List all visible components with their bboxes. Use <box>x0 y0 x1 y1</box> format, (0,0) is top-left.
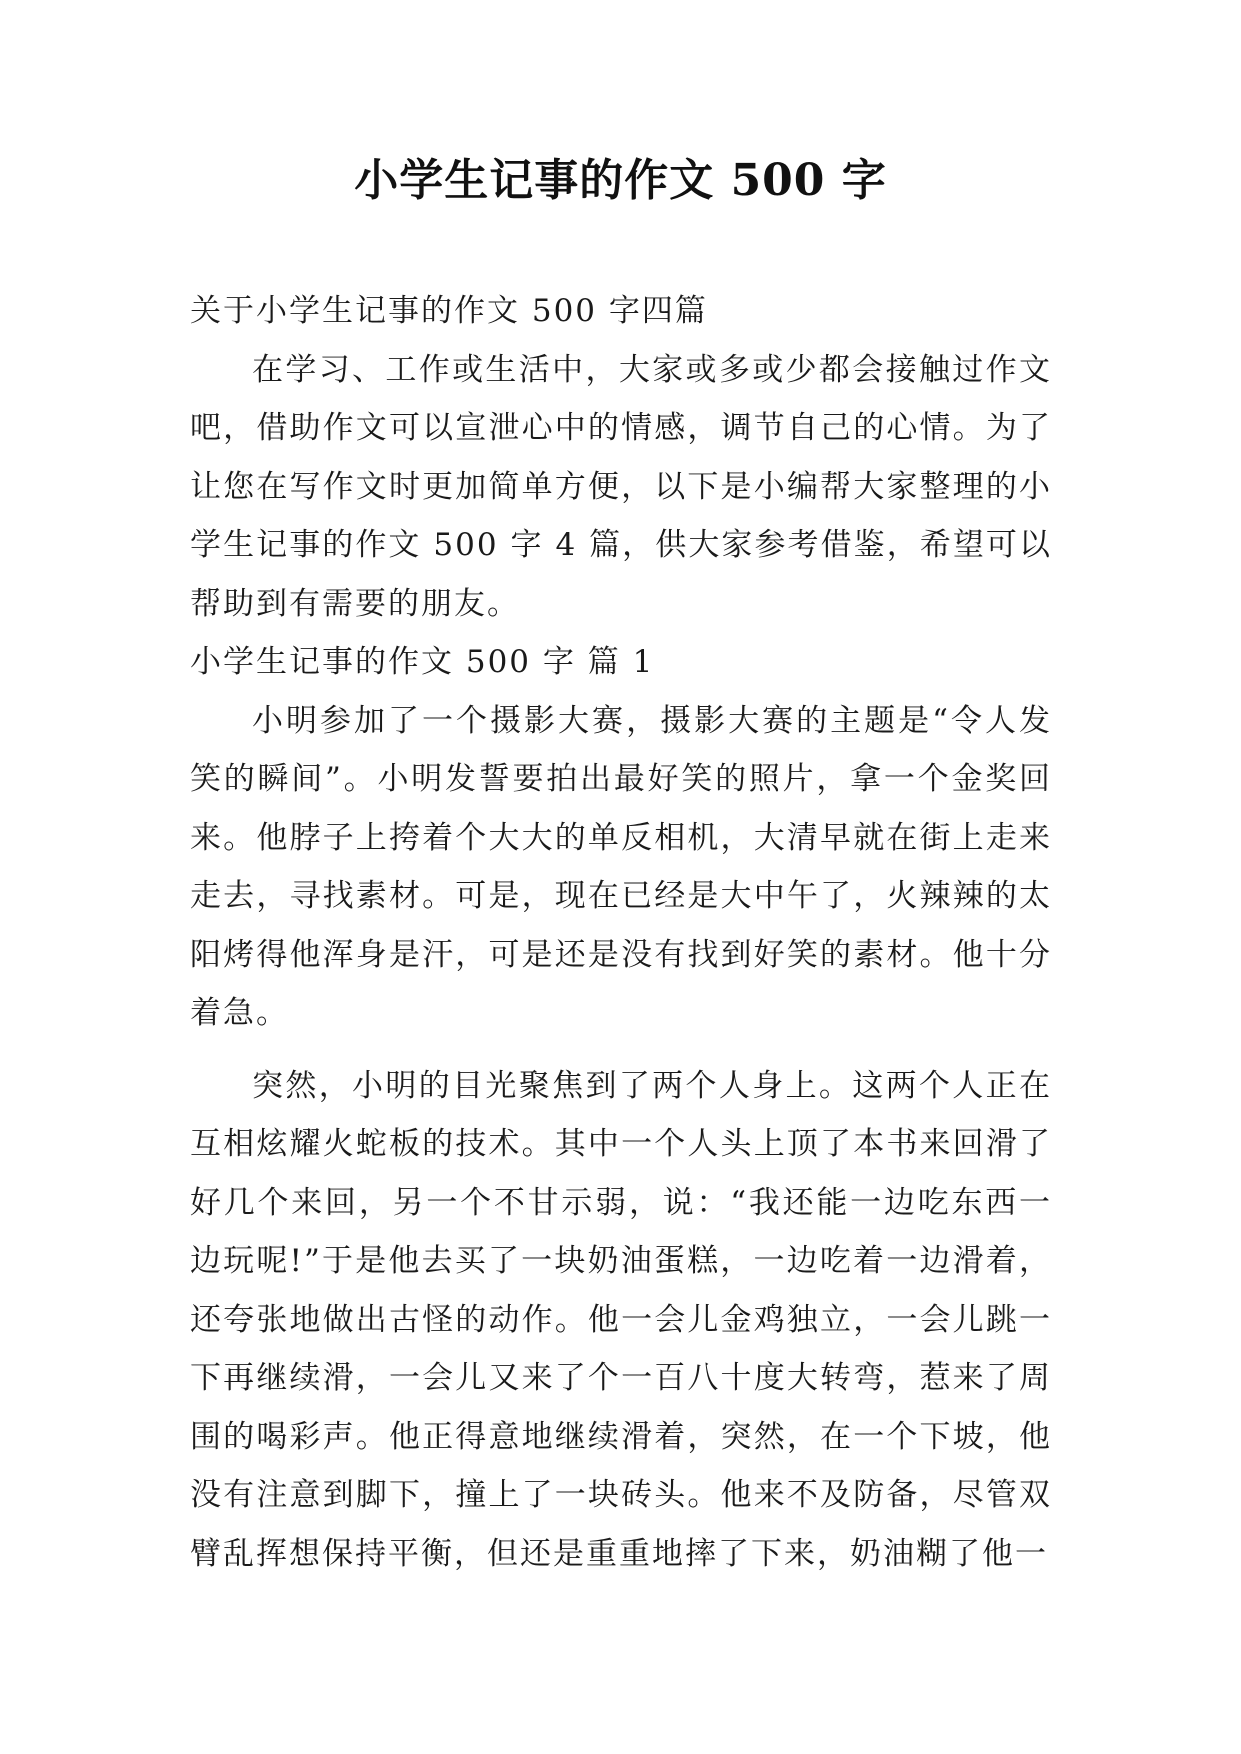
section-heading: 小学生记事的作文 500 字 篇 1 <box>190 644 655 680</box>
story-paragraph-1: 小明参加了一个摄影大赛，摄影大赛的主题是“令人发笑的瞬间”。小明发誓要拍出最好笑的照片，拿一个金奖回来。他脖子上挎着个大大的单反相机，大清早就在街上走来走去，寻找素材。可是，现在已经是大中午了，火辣辣的太阳烤得他浑身是汗，可是还是没有找到好笑的素材。他十分着急。 <box>190 702 1052 1031</box>
document-body <box>190 282 1052 1583</box>
story-paragraph-2: 突然，小明的目光聚焦到了两个人身上。这两个人正在互相炫耀火蛇板的技术。其中一个人头上顶了本书来回滑了好几个来回，另一个不甘示弱，说：“我还能一边吃东西一边玩呢!”于是他去买了一块奶油蛋糕，一边吃着一边滑着，还夸张地做出古怪的动作。他一会儿金鸡独立，一会儿跳一下再继续滑，一会儿又来了个一百八十度大转弯，惹来了周围的喝彩声。他正得意地继续滑着，突然，在一个下坡，他没有注意到脚下，撞上了一块砖头。他来不及防备，尽管双臂乱挥想保持平衡，但还是重重地摔了下来，奶油糊了他一 <box>190 1067 1052 1572</box>
intro-paragraph: 在学习、工作或生活中，大家或多或少都会接触过作文吧，借助作文可以宣泄心中的情感，调节自己的心情。为了让您在写作文时更加简单方便，以下是小编帮大家整理的小学生记事的作文 500 字 4 篇，供大家参考借鉴，希望可以帮助到有需要的朋友。 <box>190 351 1052 622</box>
document-subtitle: 关于小学生记事的作文 500 字四篇 <box>190 293 708 329</box>
document-title: 小学生记事的作文 500 字 <box>354 155 887 206</box>
